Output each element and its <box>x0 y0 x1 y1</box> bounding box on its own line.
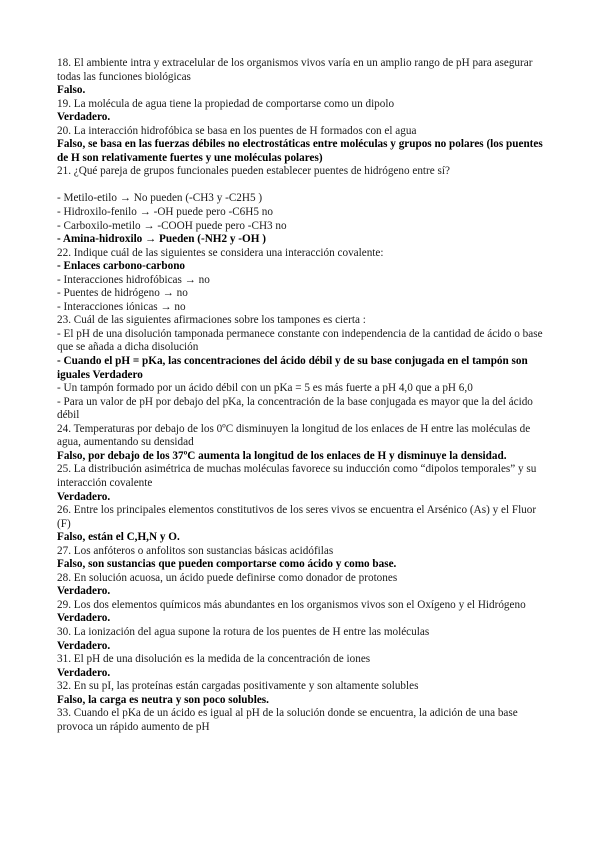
question-line: 27. Los anfóteros o anfolitos son sustancias básicas acidófilas <box>57 544 334 557</box>
answer-line: Verdadero. <box>57 111 111 124</box>
question-line: - Interacciones hidrofóbicas → no <box>57 273 210 286</box>
answer-line: Falso, son sustancias que pueden comportarse como ácido y como base. <box>57 558 397 571</box>
question-line: 28. En solución acuosa, un ácido puede definirse como donador de protones <box>57 571 398 584</box>
answer-line: Verdadero. <box>57 666 111 679</box>
question-line: 32. En su pI, las proteínas están cargadas positivamente y son altamente solubles <box>57 680 419 693</box>
question-line: - El pH de una disolución tamponada permanece constante con independencia de la cantidad de ácido o base que se añada a dicha disolución <box>57 327 543 354</box>
answer-line: - Amina-hidroxilo → Pueden (-NH2 y -OH ) <box>57 233 266 246</box>
question-line: - Un tampón formado por un ácido débil con un pKa = 5 es más fuerte a pH 4,0 que a pH 6,0 <box>57 382 473 395</box>
question-line <box>57 179 549 193</box>
question-line: 22. Indique cuál de las siguientes se considera una interacción covalente: <box>57 246 384 259</box>
question-line: 25. La distribución asimétrica de muchas moléculas favorece su inducción como “dipolos temporales” y su interacción covalente <box>57 463 537 489</box>
question-line: - Metilo-etilo → No pueden (-CH3 y -C2H5 ) <box>57 192 263 205</box>
answer-line: Verdadero. <box>57 612 111 625</box>
answer-line: Falso, están el C,H,N y O. <box>57 531 180 544</box>
answer-line: - Enlaces carbono-carbono <box>57 260 186 273</box>
answer-line: Falso, se basa en las fuerzas débiles no electrostáticas entre moléculas y grupos no polares (los puentes de H son relativamente fuertes y une moléculas polares) <box>57 138 543 164</box>
answer-line: Falso, por debajo de los 37ºC aumenta la longitud de los enlaces de H y disminuye la densidad. <box>57 449 507 462</box>
answer-line: - Cuando el pH = pKa, las concentraciones del ácido débil y de su base conjugada en el tampón son iguales Verdadero <box>57 355 528 381</box>
question-line: - Puentes de hidrógeno → no <box>57 287 188 300</box>
answer-line: Falso, la carga es neutra y son poco solubles. <box>57 693 269 706</box>
question-line: - Para un valor de pH por debajo del pKa, la concentración de la base conjugada es mayor que la del ácido débil <box>57 395 533 422</box>
question-line: 21. ¿Qué pareja de grupos funcionales pueden establecer puentes de hidrógeno entre sí? <box>57 165 450 178</box>
question-line: - Carboxilo-metilo → -COOH puede pero -CH3 no <box>57 219 287 232</box>
answer-line: Verdadero. <box>57 585 111 598</box>
question-line: - Hidroxilo-fenilo → -OH puede pero -C6H5 no <box>57 206 273 219</box>
answer-line: Verdadero. <box>57 490 111 503</box>
question-line: 23. Cuál de las siguientes afirmaciones sobre los tampones es cierta : <box>57 314 366 327</box>
question-line: 31. El pH de una disolución es la medida de la concentración de iones <box>57 653 371 666</box>
answer-line: Falso. <box>57 84 86 97</box>
answer-line: Verdadero. <box>57 639 111 652</box>
question-line: 19. La molécula de agua tiene la propiedad de comportarse como un dipolo <box>57 97 395 110</box>
question-line: 33. Cuando el pKa de un ácido es igual al pH de la solución donde se encuentra, la adición de una base provoca un rápido aumento de pH <box>57 707 518 733</box>
question-line: 26. Entre los principales elementos constitutivos de los seres vivos se encuentra el Arsénico (As) y el Fluor (F) <box>57 504 537 530</box>
question-line: 30. La ionización del agua supone la rotura de los puentes de H entre las moléculas <box>57 625 430 638</box>
question-line: 20. La interacción hidrofóbica se basa en los puentes de H formados con el agua <box>57 124 417 137</box>
question-line: 29. Los dos elementos químicos más abundantes en los organismos vivos son el Oxígeno y el Hidrógeno <box>57 598 526 611</box>
question-line: 24. Temperaturas por debajo de los 0ºC disminuyen la longitud de los enlaces de H entre las moléculas de agua, aumentando su densidad <box>57 422 531 449</box>
question-line: 18. El ambiente intra y extracelular de los organismos vivos varía en un amplio rango de pH para asegurar todas las funciones biológicas <box>57 57 533 83</box>
question-line: - Interacciones iónicas → no <box>57 300 186 313</box>
